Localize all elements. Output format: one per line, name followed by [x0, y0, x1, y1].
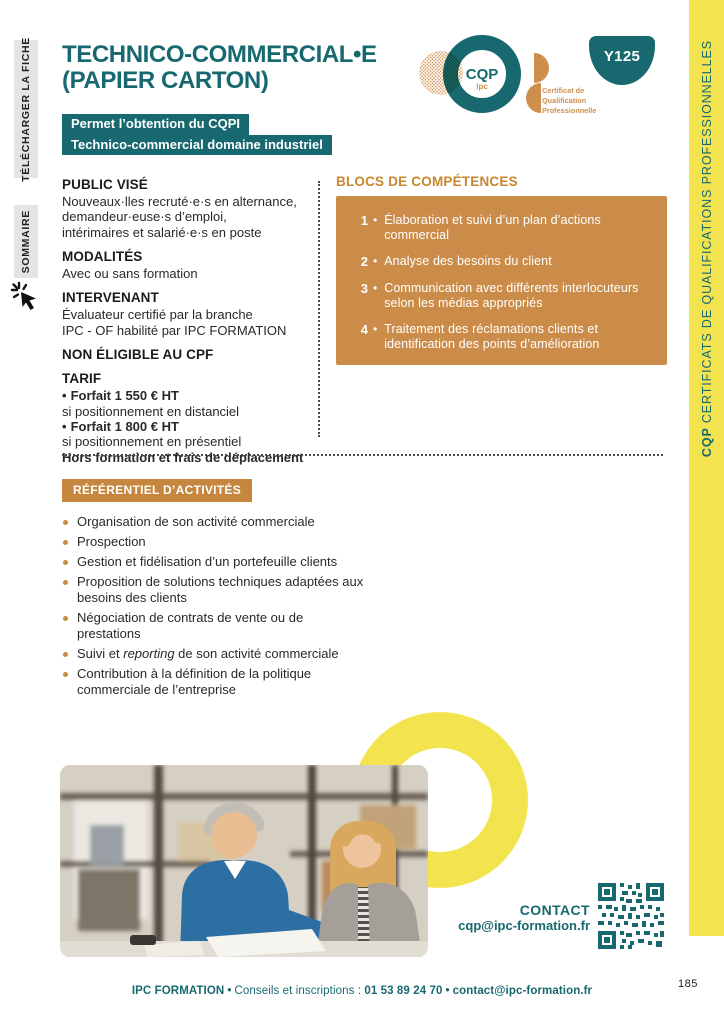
modalites-line: Avec ou sans formation — [62, 265, 198, 281]
logo-caption-1: Certificat de — [542, 86, 585, 95]
bullet-dot — [63, 616, 68, 621]
bullet-dot — [63, 560, 68, 565]
click-cursor-icon — [10, 281, 42, 313]
bloc-text: Analyse des besoins du client — [384, 254, 552, 268]
page-title-line1: TECHNICO-COMMERCIAL•E — [62, 41, 377, 68]
referentiel-heading: RÉFÉRENTIEL D’ACTIVITÉS — [73, 483, 242, 497]
logo-half-disc-top — [534, 53, 549, 83]
tarif-heading: TARIF — [62, 370, 102, 386]
tarif-item-2 — [62, 419, 314, 435]
public-vise-line: Nouveaux·lles recruté·e·s en alternance, — [62, 194, 297, 209]
bloc-bullet: • — [373, 254, 378, 268]
blocs-heading: BLOCS DE COMPÉTENCES — [336, 174, 518, 189]
vertical-category-text: CERTIFICATS DE QUALIFICATIONS PROFESSIONNELLES — [699, 40, 714, 424]
modalites-heading: MODALITÉS — [62, 248, 143, 264]
page-title-line2: (PAPIER CARTON) — [62, 67, 269, 95]
bloc-bullet: • — [373, 321, 378, 336]
logo-dotted-circle — [419, 51, 463, 95]
right-side-band — [689, 0, 724, 936]
footer-phone: 01 53 89 24 70 — [364, 985, 443, 997]
info-column — [62, 177, 314, 474]
bloc-item-3 — [350, 281, 655, 311]
public-vise-heading: PUBLIC VISÉ — [62, 177, 148, 192]
blocs-box — [336, 196, 667, 365]
bloc-item-2 — [350, 254, 655, 270]
footer-separator: • — [227, 985, 232, 997]
list-item: Gestion et fidélisation d’un portefeuille clients — [62, 554, 414, 570]
list-item: Proposition de solutions techniques adaptées aux besoins des clients — [62, 574, 414, 606]
section-public-vise — [62, 177, 314, 240]
intervenant-heading: INTERVENANT — [62, 290, 159, 306]
tarif-item-2-sub: si positionnement en présentiel — [62, 434, 242, 450]
intervenant-line: IPC - OF habilité par IPC FORMATION — [62, 322, 287, 338]
page-number: 185 — [678, 978, 698, 990]
contact-email-link[interactable]: cqp@ipc-formation.fr — [458, 918, 590, 933]
bloc-item-1 — [350, 213, 655, 243]
bloc-bullet: • — [373, 213, 378, 227]
bullet-dot — [63, 520, 68, 525]
tarif-bullet: • — [62, 387, 67, 403]
public-vise-line: demandeur·euse·s d’emploi, — [62, 209, 227, 225]
tarif-item-1-title: Forfait 1 550 € HT — [70, 387, 179, 403]
bloc-bullet: • — [373, 280, 378, 295]
tarif-note: Hors formation et frais de déplacement — [62, 449, 304, 465]
photo-warehouse-meeting — [60, 765, 428, 957]
horizontal-dotted-divider — [62, 454, 663, 456]
download-sheet-tab[interactable] — [14, 36, 38, 182]
logo-caption-3: Professionnelle — [542, 106, 596, 115]
vertical-dotted-divider — [318, 181, 320, 437]
bloc-text: Traitement des réclamations clients et identification des points d’amélioration — [384, 321, 600, 351]
logo-acronym: CQP — [465, 66, 499, 83]
cqp-ipc-logo — [416, 26, 596, 124]
list-item: Négociation de contrats de vente ou de prestations — [62, 610, 414, 642]
section-tarif — [62, 371, 314, 465]
bloc-number: 2 — [360, 254, 368, 269]
public-vise-line: intérimaires et salarié·e·s en poste — [62, 224, 262, 240]
reference-code: Y125 — [603, 47, 641, 65]
download-sheet-label: TÉLÉCHARGER LA FICHE — [20, 36, 32, 182]
intervenant-line: Évaluateur certifié par la branche — [62, 307, 253, 323]
bullet-dot — [63, 652, 68, 657]
footer-separator: • — [445, 985, 450, 997]
bullet-dot — [63, 672, 68, 677]
cqpi-banner-line1: Permet l’obtention du CQPI — [62, 114, 249, 135]
contact-heading: CONTACT — [519, 902, 590, 918]
footer-label: Conseils et inscriptions : — [234, 985, 362, 997]
bloc-text: Communication avec différents interlocuteurs selon les médias appropriés — [384, 280, 639, 310]
logo-caption-2: Qualification — [542, 96, 587, 105]
vertical-category-prefix: CQP — [699, 423, 714, 458]
page-title — [62, 42, 377, 94]
logo-brand: ipc — [476, 82, 488, 91]
referentiel-list — [62, 514, 414, 702]
footer-brand: IPC FORMATION — [131, 985, 225, 997]
bloc-number: 1 — [360, 213, 368, 228]
bloc-number: 4 — [360, 321, 368, 337]
qr-code — [598, 883, 664, 949]
footer — [0, 985, 724, 997]
cpf-heading: NON ÉLIGIBLE AU CPF — [62, 346, 214, 362]
reference-code-badge — [589, 36, 655, 85]
referentiel-heading-banner — [62, 479, 252, 502]
cqpi-banner-line2: Technico-commercial domaine industriel — [62, 135, 332, 156]
bloc-number: 3 — [360, 280, 368, 296]
tarif-bullet: • — [62, 418, 67, 434]
tarif-item-1-sub: si positionnement en distanciel — [62, 403, 240, 419]
logo-half-disc-bottom — [526, 83, 541, 113]
footer-email-link[interactable]: contact@ipc-formation.fr — [452, 985, 593, 997]
bloc-text: Élaboration et suivi d’un plan d’actions commercial — [384, 213, 601, 242]
list-item: Organisation de son activité commerciale — [62, 514, 414, 530]
list-item: Prospection — [62, 534, 414, 550]
list-item: Contribution à la définition de la politique commerciale de l’entreprise — [62, 666, 414, 698]
summary-label: SOMMAIRE — [20, 209, 32, 274]
section-cpf — [62, 347, 314, 362]
contact-block — [400, 902, 590, 933]
section-modalites — [62, 249, 314, 281]
bloc-item-4 — [350, 322, 655, 352]
cqpi-banner — [62, 114, 332, 155]
list-item: Suivi et reporting de son activité commerciale — [62, 646, 414, 662]
vertical-category-label — [700, 40, 714, 457]
blocs-de-competences — [336, 174, 667, 365]
section-intervenant — [62, 290, 314, 338]
bullet-dot — [63, 580, 68, 585]
tarif-item-1 — [62, 388, 314, 404]
tarif-item-2-title: Forfait 1 800 € HT — [70, 418, 179, 434]
bullet-dot — [63, 540, 68, 545]
summary-tab[interactable] — [14, 205, 38, 278]
